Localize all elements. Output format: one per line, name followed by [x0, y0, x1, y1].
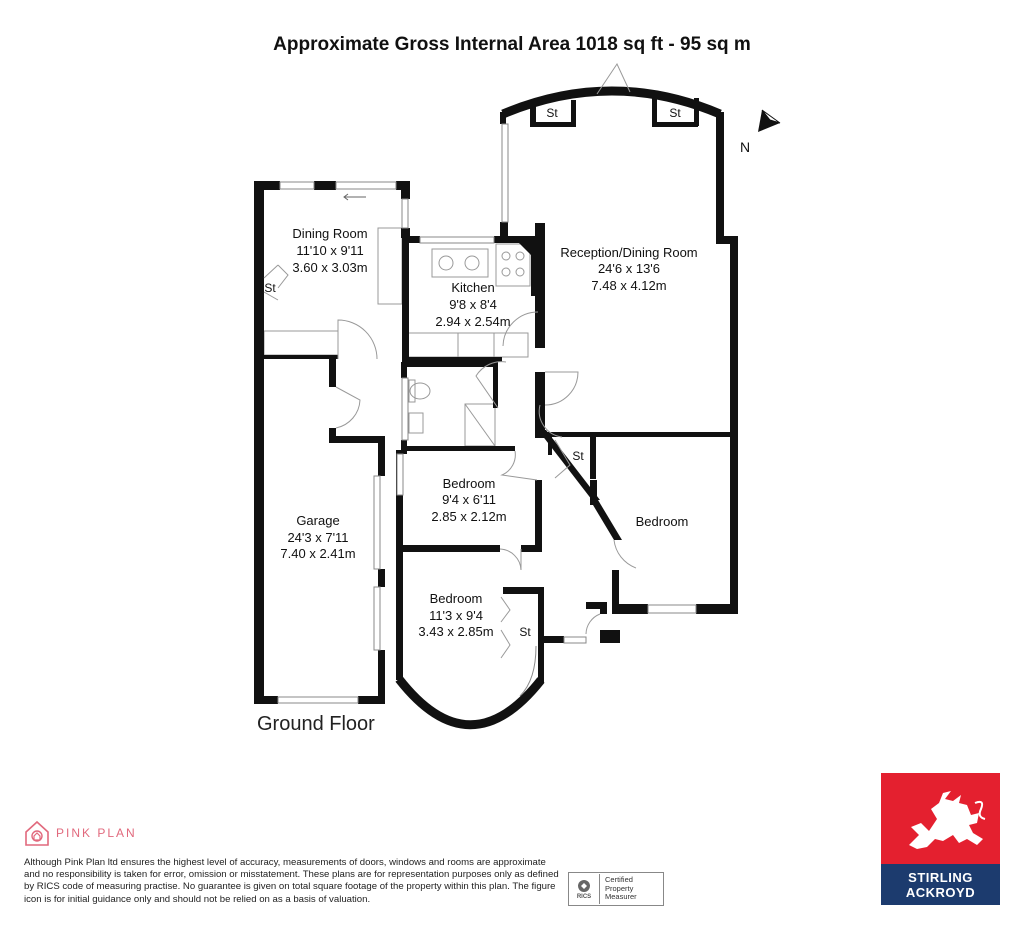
compass-icon: [740, 110, 780, 155]
bedroom-right-name: Bedroom: [635, 514, 689, 529]
bedroom-small-imperial: 9'4 x 6'11: [442, 492, 496, 507]
garage-name: Garage: [296, 513, 340, 528]
rics-emblem-icon: [577, 879, 591, 893]
rics-line-2: Property: [605, 883, 634, 893]
kitchen-imperial: 9'8 x 8'4: [449, 297, 497, 312]
reception-metric: 7.48 x 4.12m: [591, 278, 667, 293]
storage-label: St: [264, 281, 276, 295]
page-title: Approximate Gross Internal Area 1018 sq ft - 95 sq m: [273, 34, 751, 55]
storage-label: St: [546, 106, 558, 120]
brand-line-1: STIRLING: [908, 869, 973, 885]
griffin-icon: [881, 773, 1000, 864]
pink-plan-label: PINK PLAN: [56, 826, 137, 840]
kitchen-metric: 2.94 x 2.54m: [435, 314, 511, 329]
disclaimer-text: Although Pink Plan ltd ensures the highest level of accuracy, measurements of doors, windows and rooms are approximate and no responsibility is taken for error, omission or misstatement. These plans are for representation purposes only as defined by RICS code of measuring practise. No guarantee is given on total square footage of the property within this plan. The figure icon is for initial guidance only and should not be relied on as a basis of valuation.: [24, 857, 559, 905]
bedroom-small-name: Bedroom: [442, 476, 496, 491]
rics-badge: [568, 872, 664, 906]
reception-name: Reception/Dining Room: [560, 245, 698, 260]
storage-label: St: [519, 625, 531, 639]
rics-logo-text: RICS: [576, 893, 592, 900]
garage-imperial: 24'3 x 7'11: [287, 530, 349, 545]
sliding-door-icon: [344, 194, 366, 200]
windows: [278, 124, 696, 703]
floor-label: Ground Floor: [257, 713, 375, 735]
dining-room-name: Dining Room: [292, 226, 368, 241]
bedroom-small-metric: 2.85 x 2.12m: [431, 509, 507, 524]
garage-metric: 7.40 x 2.41m: [280, 546, 356, 561]
brand-emblem-panel: [881, 773, 1000, 864]
bedroom-bottom-metric: 3.43 x 2.85m: [418, 624, 494, 639]
dining-room-metric: 3.60 x 3.03m: [292, 260, 368, 275]
pink-plan-logo: [24, 818, 137, 848]
rics-line-1: Certified: [605, 875, 633, 885]
stirling-ackroyd-logo: [881, 773, 1000, 905]
reception-imperial: 24'6 x 13'6: [597, 261, 661, 276]
rics-text: [600, 876, 637, 902]
compass-label: N: [740, 139, 751, 155]
rics-line-3: Measurer: [605, 892, 637, 902]
kitchen-name: Kitchen: [451, 280, 495, 295]
storage-label: St: [669, 106, 681, 120]
house-icon: [24, 819, 50, 847]
brand-name-panel: [881, 864, 1000, 905]
bedroom-bottom-name: Bedroom: [429, 591, 483, 606]
storage-label: St: [572, 449, 584, 463]
dining-room-imperial: 11'10 x 9'11: [296, 243, 364, 258]
rics-logo: [569, 874, 600, 904]
bedroom-bottom-imperial: 11'3 x 9'4: [429, 608, 483, 623]
brand-line-2: ACKROYD: [905, 884, 976, 900]
